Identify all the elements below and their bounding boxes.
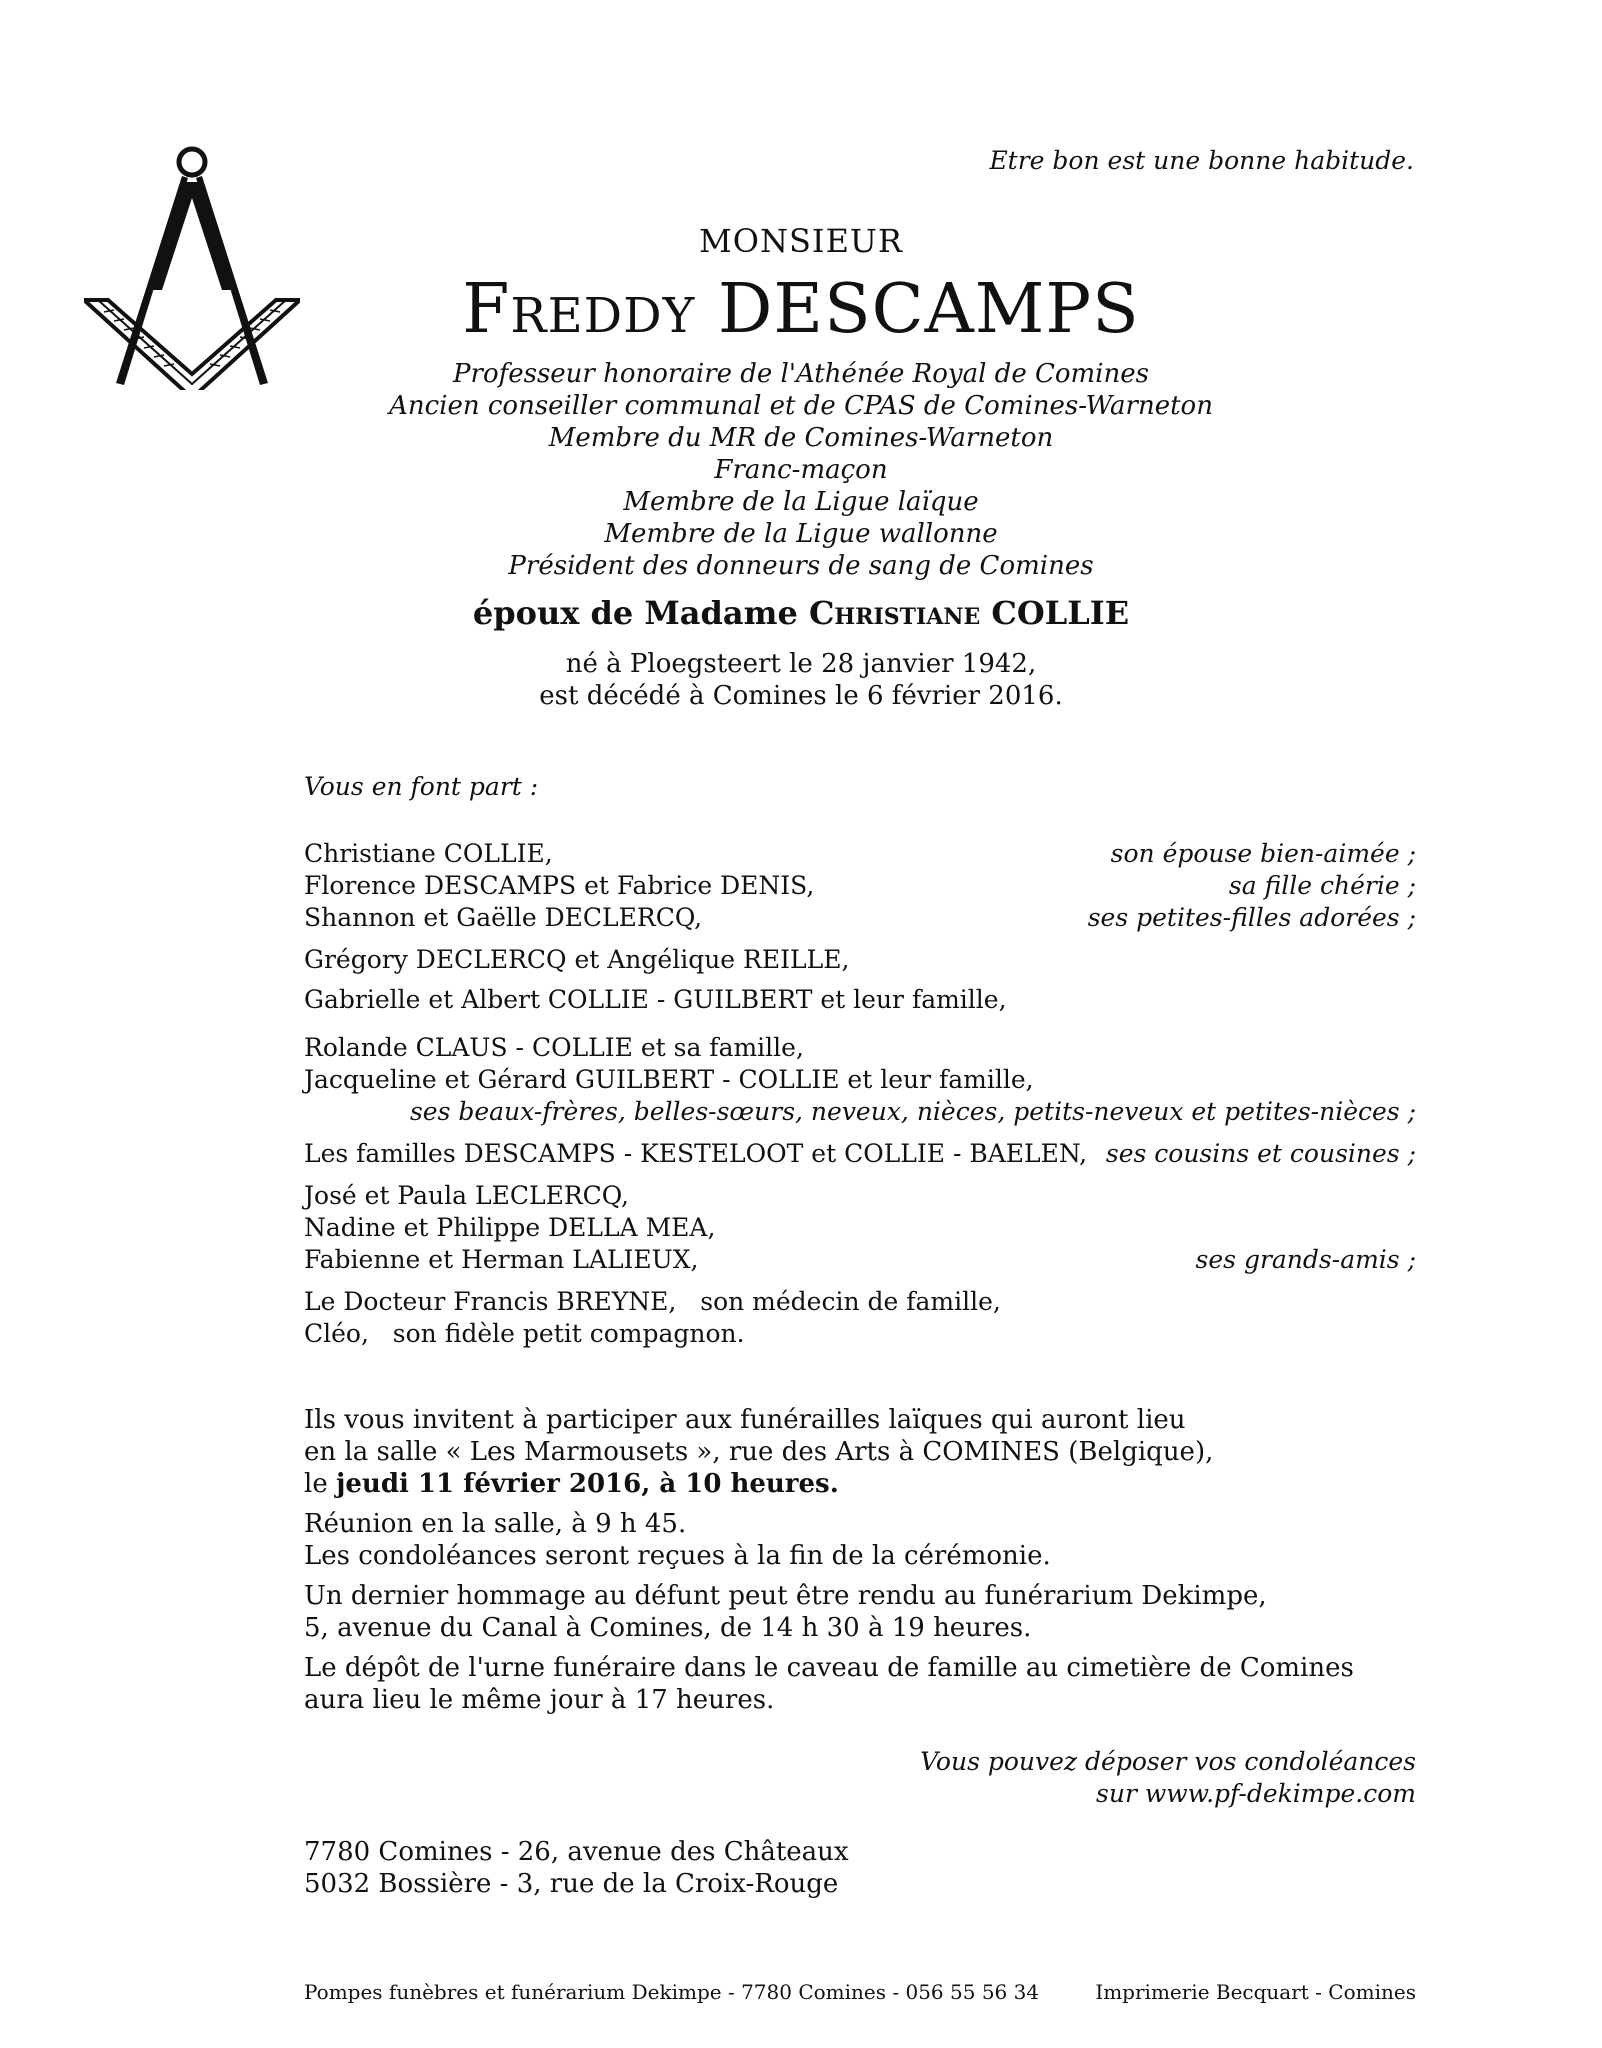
- birth-death: [0, 648, 1602, 712]
- footer-printer: Imprimerie Becquart - Comines: [1095, 1980, 1416, 2004]
- address-line: 5032 Bossière - 3, rue de la Croix-Rouge: [304, 1869, 839, 1899]
- motto: Etre bon est une bonne habitude.: [989, 146, 1414, 175]
- tribute-info: Un dernier hommage au défunt peut être rendu au funérarium Dekimpe,: [304, 1581, 1267, 1611]
- invite-line: en la salle « Les Marmousets », rue des Arts à COMINES (Belgique),: [304, 1437, 1214, 1467]
- deceased-name: [0, 270, 1602, 349]
- family-row: [304, 944, 1416, 976]
- family-row: [304, 870, 1416, 902]
- family-row: [304, 1244, 1416, 1276]
- title-line: Membre de la Ligue laïque: [623, 487, 979, 517]
- family-relation: sa fille chérie ;: [1228, 871, 1416, 900]
- family-name: Shannon et Gaëlle DECLERCQ,: [304, 903, 703, 932]
- announcement: Vous en font part :: [304, 772, 539, 801]
- footer-funeral-home: Pompes funèbres et funérarium Dekimpe - 7780 Comines - 056 55 56 34: [304, 1980, 1040, 2004]
- family-name: Rolande CLAUS - COLLIE et sa famille,: [304, 1033, 804, 1062]
- urn-info: Le dépôt de l'urne funéraire dans le caveau de famille au cimetière de Comines: [304, 1653, 1354, 1683]
- condolences-info: Les condoléances seront reçues à la fin de la cérémonie.: [304, 1541, 1051, 1571]
- family-name: Jacqueline et Gérard GUILBERT - COLLIE et leur famille,: [304, 1065, 1034, 1094]
- ceremony-date: jeudi 11 février 2016, à 10 heures.: [335, 1469, 839, 1499]
- online-condolences: [920, 1746, 1416, 1810]
- family-row: [304, 1138, 1416, 1170]
- family-name: Les familles DESCAMPS - KESTELOOT et COLLIE - BAELEN,: [304, 1139, 1088, 1168]
- birth-line: né à Ploegsteert le 28 janvier 1942,: [565, 649, 1037, 679]
- tribute-info: 5, avenue du Canal à Comines, de 14 h 30 à 19 heures.: [304, 1613, 1032, 1643]
- funeral-invitation: [304, 1404, 1404, 1724]
- family-relation: son épouse bien-aimée ;: [1110, 839, 1416, 868]
- family-name: Fabienne et Herman LALIEUX,: [304, 1245, 699, 1274]
- title-line: Franc-maçon: [714, 455, 888, 485]
- title-line: Professeur honoraire de l'Athénée Royal de Comines: [453, 359, 1149, 389]
- family-name: Gabrielle et Albert COLLIE - GUILBERT et leur famille,: [304, 985, 1007, 1014]
- family-relation: son médecin de famille,: [700, 1287, 1001, 1316]
- last-name: DESCAMPS: [717, 270, 1140, 349]
- family-relation: ses cousins et cousines ;: [1105, 1139, 1416, 1168]
- family-row: [304, 1064, 1416, 1096]
- family-name: Florence DESCAMPS et Fabrice DENIS,: [304, 871, 815, 900]
- salutation: MONSIEUR: [699, 222, 903, 260]
- family-relation: ses grands-amis ;: [1195, 1245, 1416, 1274]
- family-row: [304, 838, 1416, 870]
- spouse-line: [0, 594, 1602, 632]
- spouse-first-name: Christiane: [808, 594, 981, 632]
- family-row: [304, 902, 1416, 934]
- title-line: Président des donneurs de sang de Comines: [508, 551, 1094, 581]
- family-name: Grégory DECLERCQ et Angélique REILLE,: [304, 945, 850, 974]
- online-line: Vous pouvez déposer vos condoléances: [920, 1747, 1416, 1776]
- family-row: [304, 1180, 1416, 1212]
- family-relation: ses petites-filles adorées ;: [1087, 903, 1416, 932]
- family-row: [304, 1318, 1416, 1350]
- meeting-info: Réunion en la salle, à 9 h 45.: [304, 1509, 687, 1539]
- urn-info: aura lieu le même jour à 17 heures.: [304, 1685, 775, 1715]
- addresses: [304, 1836, 849, 1900]
- family-relation: ses beaux-frères, belles-sœurs, neveux, nièces, petits-neveux et petites-nièces ;: [409, 1097, 1416, 1126]
- spouse-last-name: COLLIE: [991, 594, 1130, 632]
- square-and-compasses-icon: [84, 140, 300, 390]
- family-name: Le Docteur Francis BREYNE,: [304, 1287, 677, 1316]
- address-line: 7780 Comines - 26, avenue des Châteaux: [304, 1837, 849, 1867]
- family-name: Cléo,: [304, 1319, 369, 1348]
- family-name: José et Paula LECLERCQ,: [304, 1181, 629, 1210]
- family-relation: son fidèle petit compagnon.: [392, 1319, 745, 1348]
- first-name: Freddy: [462, 270, 696, 349]
- online-link[interactable]: sur www.pf-dekimpe.com: [1096, 1779, 1416, 1808]
- death-line: est décédé à Comines le 6 février 2016.: [539, 681, 1063, 711]
- family-row: [304, 1032, 1416, 1064]
- invite-line: Ils vous invitent à participer aux funérailles laïques qui auront lieu: [304, 1405, 1186, 1435]
- title-line: Membre de la Ligue wallonne: [604, 519, 998, 549]
- family-name: Nadine et Philippe DELLA MEA,: [304, 1213, 716, 1242]
- family-row: [304, 1286, 1416, 1318]
- family-row: [304, 1212, 1416, 1244]
- title-line: Ancien conseiller communal et de CPAS de Comines-Warneton: [389, 391, 1213, 421]
- title-line: Membre du MR de Comines-Warneton: [548, 423, 1054, 453]
- family-name: Christiane COLLIE,: [304, 839, 553, 868]
- titles-list: [0, 358, 1602, 582]
- invite-line: le: [304, 1469, 336, 1499]
- family-row: [304, 984, 1416, 1016]
- spouse-prefix: époux de Madame: [472, 594, 798, 632]
